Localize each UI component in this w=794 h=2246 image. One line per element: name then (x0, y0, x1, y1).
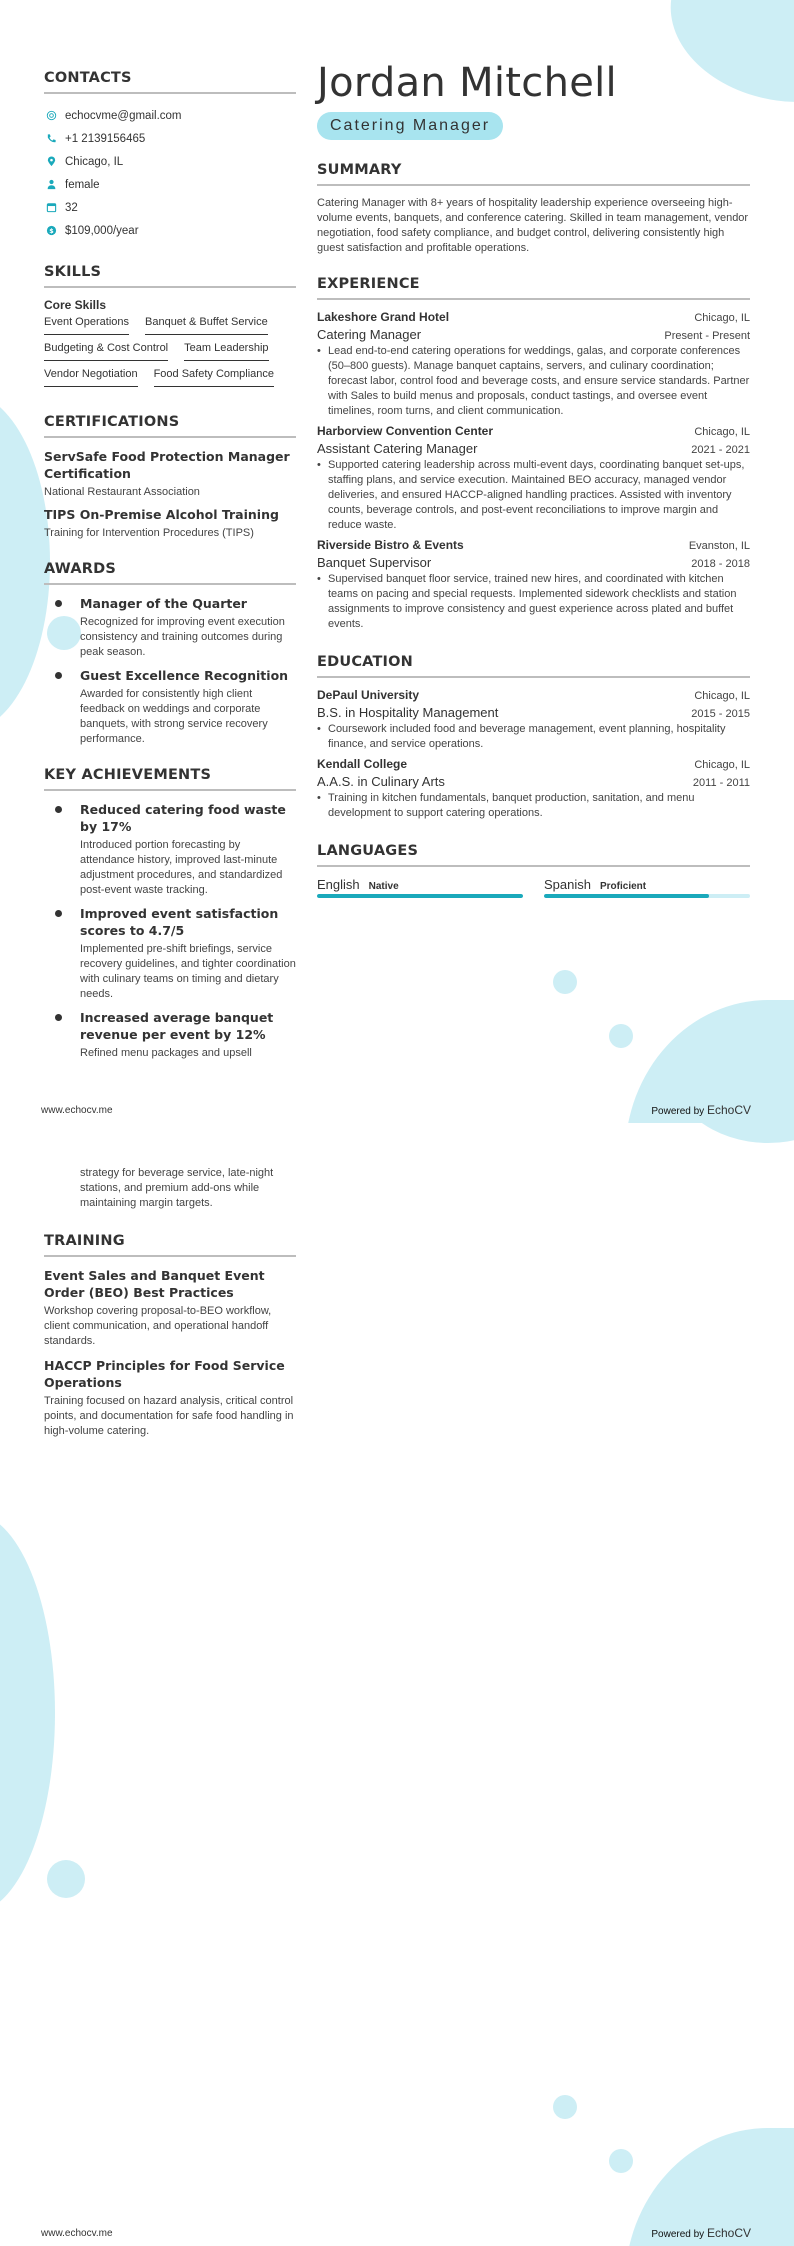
dollar-coin-icon (46, 225, 57, 236)
language-proficiency-fill (544, 894, 709, 898)
experience-location: Chicago, IL (694, 312, 750, 324)
decor-dot (47, 1860, 85, 1898)
certification-issuer: Training for Intervention Procedures (TIPS) (44, 527, 254, 539)
language-level: Native (368, 881, 399, 892)
award-desc: Awarded for consistently high client feedback on weddings and corporate banquets, with strong service recovery performance. (80, 688, 268, 745)
training-name: Event Sales and Banquet Event Order (BEO) Best Practices (44, 1268, 265, 1300)
powered-by-label: Powered by (651, 1106, 705, 1117)
footer-powered-by[interactable] (651, 1103, 751, 1117)
experience-bullet: • Supervised banquet floor service, trained new hires, and coordinated with kitchen teams on pacing and special requests. Implemented sidework checklists and station assignments to improve consistency and guest experience across plated and buffet events. (317, 572, 750, 632)
phone-icon (46, 133, 57, 144)
language-level: Proficient (599, 881, 647, 892)
certification-item (44, 506, 296, 539)
bullet-dot-icon (55, 600, 62, 607)
experience-heading: EXPERIENCE (317, 276, 750, 300)
education-org: Kendall College (317, 757, 408, 771)
experience-role: Catering Manager (317, 327, 422, 342)
contacts-heading: CONTACTS (44, 70, 296, 94)
achievement-desc: Introduced portion forecasting by attendance history, improved last-minute adjustment procedures, and standardized post-event waste tracking. (80, 839, 283, 896)
award-item (44, 595, 296, 660)
language-name: Spanish (544, 877, 591, 892)
contact-phone[interactable] (44, 127, 296, 150)
left-column-continued (44, 1163, 296, 1439)
resume-page-2 (0, 1123, 794, 2246)
contacts-list (44, 104, 296, 242)
achievement-title: Improved event satisfaction scores to 4.7/5 (80, 906, 279, 938)
skills-subheading: Core Skills (44, 298, 107, 312)
bullet-dot-icon (55, 1014, 62, 1021)
decor-dot (609, 2149, 633, 2173)
job-title-badge: Catering Manager (317, 112, 503, 140)
experience-role: Banquet Supervisor (317, 555, 432, 570)
languages-heading: LANGUAGES (317, 843, 750, 867)
language-proficiency-bar (317, 894, 523, 898)
certification-issuer: National Restaurant Association (44, 486, 200, 498)
achievements-heading: KEY ACHIEVEMENTS (44, 767, 296, 791)
summary-text: Catering Manager with 8+ years of hospitality leadership experience overseeing high-volume events, banquets, and conference catering. Skilled in team management, vendor negotiation, food safety compliance, and budget control, delivering consistently high guest satisfaction and profitable operations. (317, 197, 749, 254)
education-location: Chicago, IL (694, 690, 750, 702)
achievement-desc: Implemented pre-shift briefings, service recovery guidelines, and tighter coordination with culinary teams on timing and dietary needs. (80, 943, 296, 1000)
achievement-item (44, 801, 296, 898)
experience-item (317, 538, 750, 632)
education-bullet: • Coursework included food and beverage management, event planning, hospitality finance, and service operations. (317, 722, 750, 752)
experience-dates: 2018 - 2018 (691, 558, 750, 570)
education-item (317, 757, 750, 821)
language-name: English (317, 877, 360, 892)
candidate-name: Jordan Mitchell (317, 60, 617, 106)
contact-email[interactable] (44, 104, 296, 127)
contact-salary-value: $109,000/year (65, 224, 139, 237)
training-name: HACCP Principles for Food Service Operations (44, 1358, 285, 1390)
skill-tag: Budgeting & Cost Control (44, 342, 168, 361)
experience-role: Assistant Catering Manager (317, 441, 478, 456)
skill-tag: Food Safety Compliance (154, 368, 274, 387)
training-desc: Workshop covering proposal-to-BEO workflow, client communication, and operational handoff standards. (44, 1305, 272, 1347)
education-degree: B.S. in Hospitality Management (317, 705, 499, 720)
person-icon (46, 179, 57, 190)
language-proficiency-bar (544, 894, 750, 898)
skills-heading: SKILLS (44, 264, 296, 288)
education-org: DePaul University (317, 688, 420, 702)
certifications-heading: CERTIFICATIONS (44, 414, 296, 438)
experience-bullet: • Supported catering leadership across multi-event days, coordinating banquet set-ups, staffing plans, and service execution. Maintained BEO accuracy, managed vendor deliveries, and ensured HACCP-aligned handling practices. Assisted with inventory counts, beverage controls, and post-event reconciliations to improve margin and reduce waste. (317, 458, 750, 533)
footer-powered-by[interactable] (651, 2226, 751, 2240)
skill-tag: Team Leadership (184, 342, 268, 361)
education-dates: 2015 - 2015 (691, 708, 750, 720)
training-heading: TRAINING (44, 1233, 296, 1257)
contact-salary (44, 219, 296, 242)
certification-name: TIPS On-Premise Alcohol Training (44, 507, 279, 522)
footer-site-link[interactable]: www.echocv.me (41, 1105, 113, 1116)
achievement-desc: Refined menu packages and upsell (80, 1047, 252, 1059)
experience-org: Lakeshore Grand Hotel (317, 310, 450, 324)
achievement-title: Reduced catering food waste by 17% (80, 802, 286, 834)
award-desc: Recognized for improving event execution consistency and training outcomes during peak season. (80, 616, 285, 658)
achievement-item-continued (44, 1166, 296, 1211)
contact-gender (44, 173, 296, 196)
certification-name: ServSafe Food Protection Manager Certification (44, 449, 290, 481)
experience-org: Harborview Convention Center (317, 424, 494, 438)
education-degree: A.A.S. in Culinary Arts (317, 774, 445, 789)
experience-dates: Present - Present (664, 330, 750, 342)
education-location: Chicago, IL (694, 759, 750, 771)
powered-by-label: Powered by (651, 2229, 705, 2240)
experience-item (317, 310, 750, 419)
experience-org: Riverside Bistro & Events (317, 538, 464, 552)
contact-location-value: Chicago, IL (65, 155, 124, 168)
left-column (44, 70, 296, 1068)
right-column (317, 60, 750, 898)
decor-dot (553, 970, 577, 994)
contact-location (44, 150, 296, 173)
contact-age (44, 196, 296, 219)
experience-bullet: • Lead end-to-end catering operations for weddings, galas, and corporate conferences (50–800 guests). Manage banquet captains, servers, and culinary coordination; forecast labor, control food and beverage costs, and ensure service standards. Partner with Sales to build menus and proposals, conduct tastings, and oversee event timelines, room turns, and client communication. (317, 344, 750, 419)
bullet-dot-icon (55, 806, 62, 813)
contact-phone-value: +1 2139156465 (65, 132, 146, 145)
skills-list (44, 316, 296, 394)
contact-age-value: 32 (65, 201, 78, 214)
award-title: Guest Excellence Recognition (80, 668, 289, 683)
education-bullet: • Training in kitchen fundamentals, banquet production, sanitation, and menu development to support catering operations. (317, 791, 750, 821)
summary-heading: SUMMARY (317, 162, 750, 186)
brand-name: EchoCV (706, 2226, 751, 2240)
language-proficiency-fill (317, 894, 523, 898)
decor-dot (553, 2095, 577, 2119)
bullet-dot-icon (55, 672, 62, 679)
decor-dot (609, 1024, 633, 1048)
training-item (44, 1267, 296, 1349)
skill-tag: Event Operations (44, 316, 129, 335)
experience-item (317, 424, 750, 533)
location-pin-icon (46, 156, 57, 167)
achievement-desc: strategy for beverage service, late-night stations, and premium add-ons while maintaining margin targets. (80, 1167, 274, 1209)
skill-tag: Banquet & Buffet Service (145, 316, 268, 335)
certification-item (44, 448, 296, 498)
language-item (544, 877, 750, 898)
decor-blob-left (0, 1513, 55, 1913)
footer-site-link[interactable]: www.echocv.me (41, 2228, 113, 2239)
education-heading: EDUCATION (317, 654, 750, 678)
experience-dates: 2021 - 2021 (691, 444, 750, 456)
brand-name: EchoCV (706, 1103, 751, 1117)
achievement-title: Increased average banquet revenue per event by 12% (80, 1010, 274, 1042)
language-item (317, 877, 523, 898)
at-icon (46, 110, 57, 121)
skill-tag: Vendor Negotiation (44, 368, 138, 387)
education-item (317, 688, 750, 752)
awards-heading: AWARDS (44, 561, 296, 585)
contact-gender-value: female (65, 178, 100, 191)
bullet-dot-icon (55, 910, 62, 917)
decor-blob-left (0, 392, 50, 732)
languages-list (317, 877, 750, 898)
contact-email-value: echocvme@gmail.com (65, 109, 182, 122)
training-desc: Training focused on hazard analysis, critical control points, and documentation for safe food handling in high-volume catering. (44, 1395, 294, 1437)
calendar-icon (46, 202, 57, 213)
decor-blob-top-right (668, 1123, 794, 1143)
award-item (44, 667, 296, 747)
svg-text:$: $ (49, 226, 54, 235)
achievement-item (44, 1009, 296, 1061)
achievement-item (44, 905, 296, 1002)
experience-location: Evanston, IL (688, 540, 750, 552)
training-item (44, 1357, 296, 1439)
experience-location: Chicago, IL (694, 426, 750, 438)
education-dates: 2011 - 2011 (692, 777, 750, 789)
award-title: Manager of the Quarter (80, 596, 247, 611)
